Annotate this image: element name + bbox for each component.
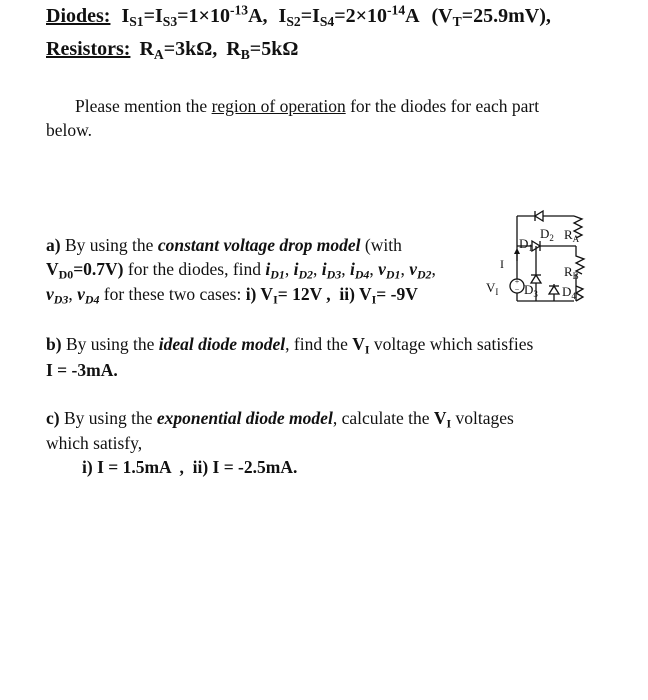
is3-symbol: =I bbox=[143, 5, 163, 27]
part-c-line-1: c) By using the exponential diode model, calculate the $V_I$ voltages bbox=[46, 408, 514, 431]
cvd-model-text: constant voltage drop model bbox=[157, 235, 361, 255]
diodes-label: Diodes: bbox=[46, 5, 111, 27]
circuit-diagram bbox=[482, 206, 602, 310]
part-a-line-1: a) By using the constant voltage drop model (with bbox=[46, 235, 402, 255]
label-d1: $D_1$ bbox=[519, 236, 533, 253]
part-b-line-1: b) By using the ideal diode model, find the $V_I$ voltage which satisfies bbox=[46, 334, 534, 357]
label-d2: $D_2$ bbox=[540, 226, 554, 243]
label-rb: $R_B$ bbox=[564, 264, 579, 281]
part-b-label: b) bbox=[46, 334, 62, 354]
d4-triangle bbox=[549, 286, 559, 294]
is-value-2: =2×10 bbox=[334, 5, 388, 27]
unit-1: A, bbox=[248, 5, 268, 27]
region-of-operation-text: region of operation bbox=[211, 96, 346, 116]
part-c-label: c) bbox=[46, 408, 60, 428]
resistors-parameters bbox=[46, 38, 298, 61]
part-c-line-2: which satisfy, bbox=[46, 433, 143, 453]
label-i: I bbox=[500, 257, 504, 271]
intro-line-1 bbox=[75, 96, 539, 117]
is2-symbol: $I_{S2}$ bbox=[278, 5, 301, 29]
label-d3: $D_3$ bbox=[524, 282, 538, 299]
intro-text: Please mention the bbox=[75, 96, 208, 116]
part-c-cases: i) I = 1.5mA , ii) I = -2.5mA. bbox=[82, 457, 298, 477]
is-value-1: =1×10 bbox=[177, 5, 230, 27]
is4-symbol: =I bbox=[300, 5, 320, 27]
part-a-line-3: $v_{D3}$, $v_{D4}$ for these two cases: i) $V_I= 12V$ , ii) $V_I= -9V$ bbox=[46, 284, 418, 307]
rb-param: $R_B=5k\Omega$ bbox=[226, 38, 299, 62]
source-minus: − bbox=[514, 285, 520, 294]
part-b-line-2: I = -3mA. bbox=[46, 360, 118, 380]
is3-sub: S3 bbox=[162, 13, 178, 29]
ra-param: $R_A=3k\Omega$, bbox=[139, 38, 218, 62]
is4-sub: S4 bbox=[319, 13, 335, 29]
label-vi: $V_I$ bbox=[486, 280, 499, 297]
ideal-model-text: ideal diode model bbox=[158, 334, 286, 354]
exp-2: -14 bbox=[387, 2, 406, 18]
diodes-parameters bbox=[46, 2, 551, 29]
part-a-label: a) bbox=[46, 235, 61, 255]
d2-triangle bbox=[535, 211, 543, 221]
intro-text-cont: for the diodes for each part bbox=[350, 96, 540, 116]
wire-right-zig bbox=[576, 286, 583, 301]
label-ra: $R_A$ bbox=[564, 227, 580, 244]
resistors-label: Resistors: bbox=[46, 38, 131, 60]
exp-1: -13 bbox=[229, 2, 249, 18]
vt-param: $(V_T=25.9mV)$, bbox=[431, 5, 551, 29]
intro-line-2: below. bbox=[46, 120, 93, 140]
part-a-line-2: $V_{D0}=0.7V$) for the diodes, find $i_{D1}$, $i_{D2}$, $i_{D3}$, $i_{D4}$, $v_{D1}$, $v_{D2}$, bbox=[46, 259, 436, 282]
is1-symbol: $I_{S1}$ bbox=[121, 5, 144, 29]
label-d4: $D_4$ bbox=[562, 284, 576, 301]
exp-model-text: exponential diode model bbox=[156, 408, 333, 428]
rb-resistor bbox=[576, 246, 584, 274]
unit-2: A bbox=[405, 5, 419, 27]
source-plus: + bbox=[514, 277, 520, 286]
